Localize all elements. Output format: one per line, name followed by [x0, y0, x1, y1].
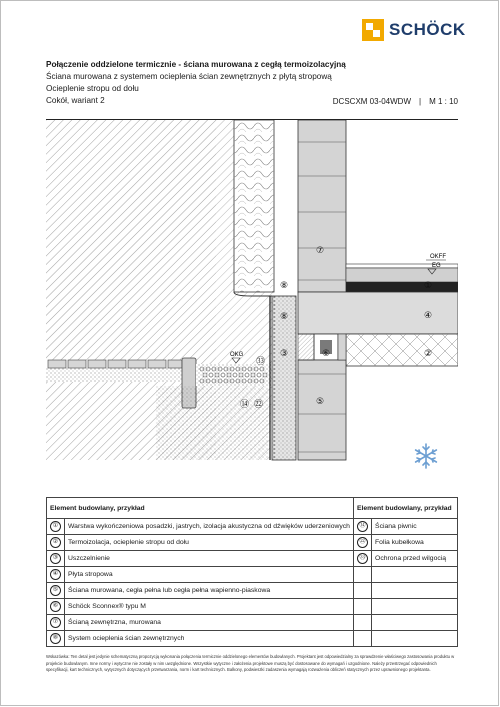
title-block: [46, 59, 458, 107]
legend-row: [47, 535, 458, 551]
legend-header-left: Element budowlany, przykład: [47, 498, 354, 519]
eg-label: EG: [432, 263, 441, 269]
earth-speckle: [156, 386, 268, 460]
callout-8-lower: ⑧: [280, 312, 289, 322]
disclaimer-note: Wskazówka: Ten detal jest jedynie schematyczną propozycją wykonania połączenia termicznie oddzielonego elementów budowlanych. Projektant jest odpowiedzialny za sprawdzenie właściwego zastosowania produktu w projekcie budowlanym. Inne normy i wytyczne nie zostały w nim uwzględnione. Wszystkie wytyczne i założenia projektowe muszą być dostosowane do wymagań i uzgodnione. Należy przestrzegać odpowiednich specyfikacji, kart technicznych, wytycznych dotyczących przetwarzania, norm i kart technicznych. Balkony, podwieszki zadaszenia wymagają rozważenia obliczeń statycznych przez uprawnionego projektanta.: [46, 654, 455, 672]
legend-num: ①: [50, 521, 61, 532]
legend-text: System ocieplenia ścian zewnętrznych: [65, 631, 354, 647]
legend-header-row: [47, 498, 458, 519]
legend-num: ㉒: [357, 537, 368, 548]
legend-text: Płyta stropowa: [65, 567, 354, 583]
legend-text: Ścianą zewnętrzna, murowana: [65, 615, 354, 631]
legend-num: ④: [50, 569, 61, 580]
legend-table: [46, 497, 458, 647]
drawing-title: Połączenie oddzielone termicznie - ściana murowana z cegłą termoizolacyjną: [46, 60, 346, 69]
section-drawing: [46, 120, 458, 480]
callout-6: ⑥: [322, 349, 331, 359]
drawing-subtitle-1: Ściana murowana z systemem ocieplenia ścian zewnętrznych z płytą stropową: [46, 72, 332, 81]
ref-separator: |: [419, 96, 422, 106]
snowflake-icon: [416, 444, 437, 468]
callout-5: ⑤: [316, 397, 325, 407]
legend-text: Ochrona przed wilgocią: [372, 551, 458, 567]
paving-stones: [48, 360, 182, 368]
legend-num: ⑭: [357, 521, 368, 532]
legend-text: Warstwa wykończeniowa posadzki, jastrych, izolacja akustyczna od dźwięków uderzeniowych: [65, 519, 354, 535]
drawing-code: DCSCXM 03-04WDW: [332, 96, 412, 106]
screed-layer: [346, 268, 458, 282]
wall-cap: [338, 334, 346, 360]
legend-row: [47, 599, 458, 615]
technical-drawing: [46, 120, 458, 480]
okff-label: OKFF: [430, 254, 446, 260]
callout-8-upper: ⑧: [280, 281, 289, 291]
legend-text: Folia kubełkowa: [372, 535, 458, 551]
legend-text: Uszczelnienie: [65, 551, 354, 567]
callout-7: ⑦: [316, 246, 325, 256]
gravel-bed: [46, 368, 186, 382]
legend-text: Ściana murowana, cegła pełna lub cegła pełna wapienno-piaskowa: [65, 583, 354, 599]
title-meta-row: [46, 95, 458, 107]
legend-row: [47, 615, 458, 631]
callout-14: ⑭: [240, 400, 250, 410]
callout-22: ㉒: [254, 400, 264, 410]
upper-masonry-wall: [298, 120, 346, 292]
floor-finish: [346, 264, 458, 268]
legend-text: Schöck Sconnex® typu M: [65, 599, 354, 615]
callout-1: ①: [424, 281, 433, 291]
logo-mark-icon: [362, 19, 384, 41]
legend-num: ㉝: [357, 553, 368, 564]
callout-4: ④: [424, 311, 433, 321]
legend-text: Ściana piwnic: [372, 519, 458, 535]
legend-row: [47, 551, 458, 567]
legend-row: [47, 567, 458, 583]
floor-slab: [298, 292, 458, 334]
callout-33: ㉝: [256, 357, 266, 367]
legend-num: ②: [50, 537, 61, 548]
legend-row: [47, 583, 458, 599]
legend-num: ⑧: [50, 633, 61, 644]
insulation-pattern: [234, 120, 274, 292]
brand-logo: [362, 18, 466, 42]
okg-label: OKG: [230, 352, 244, 358]
legend-text: Termoizolacja, ocieplenie stropu od dołu: [65, 535, 354, 551]
legend-num: ⑦: [50, 617, 61, 628]
drawing-subtitle-2: Ocieplenie stropu od dołu: [46, 84, 139, 93]
callout-3: ③: [280, 349, 289, 359]
brand-name: SCHÖCK: [389, 20, 466, 39]
legend-row: [47, 519, 458, 535]
drawing-scale: M 1 : 10: [429, 96, 458, 106]
legend-num: ⑥: [50, 601, 61, 612]
legend-num: ③: [50, 553, 61, 564]
drawing-reference: [333, 97, 458, 106]
underside-insulation-pattern: [346, 334, 458, 366]
lower-masonry-wall: [298, 360, 346, 460]
legend-row: [47, 631, 458, 647]
legend-header-right: Element budowlany, przykład: [353, 498, 457, 519]
acoustic-insulation: [346, 282, 458, 292]
edge-insulation: [298, 334, 314, 360]
legend-num: ⑤: [50, 585, 61, 596]
drawing-subtitle-3: Cokół, wariant 2: [46, 96, 105, 105]
callout-2: ②: [424, 349, 433, 359]
